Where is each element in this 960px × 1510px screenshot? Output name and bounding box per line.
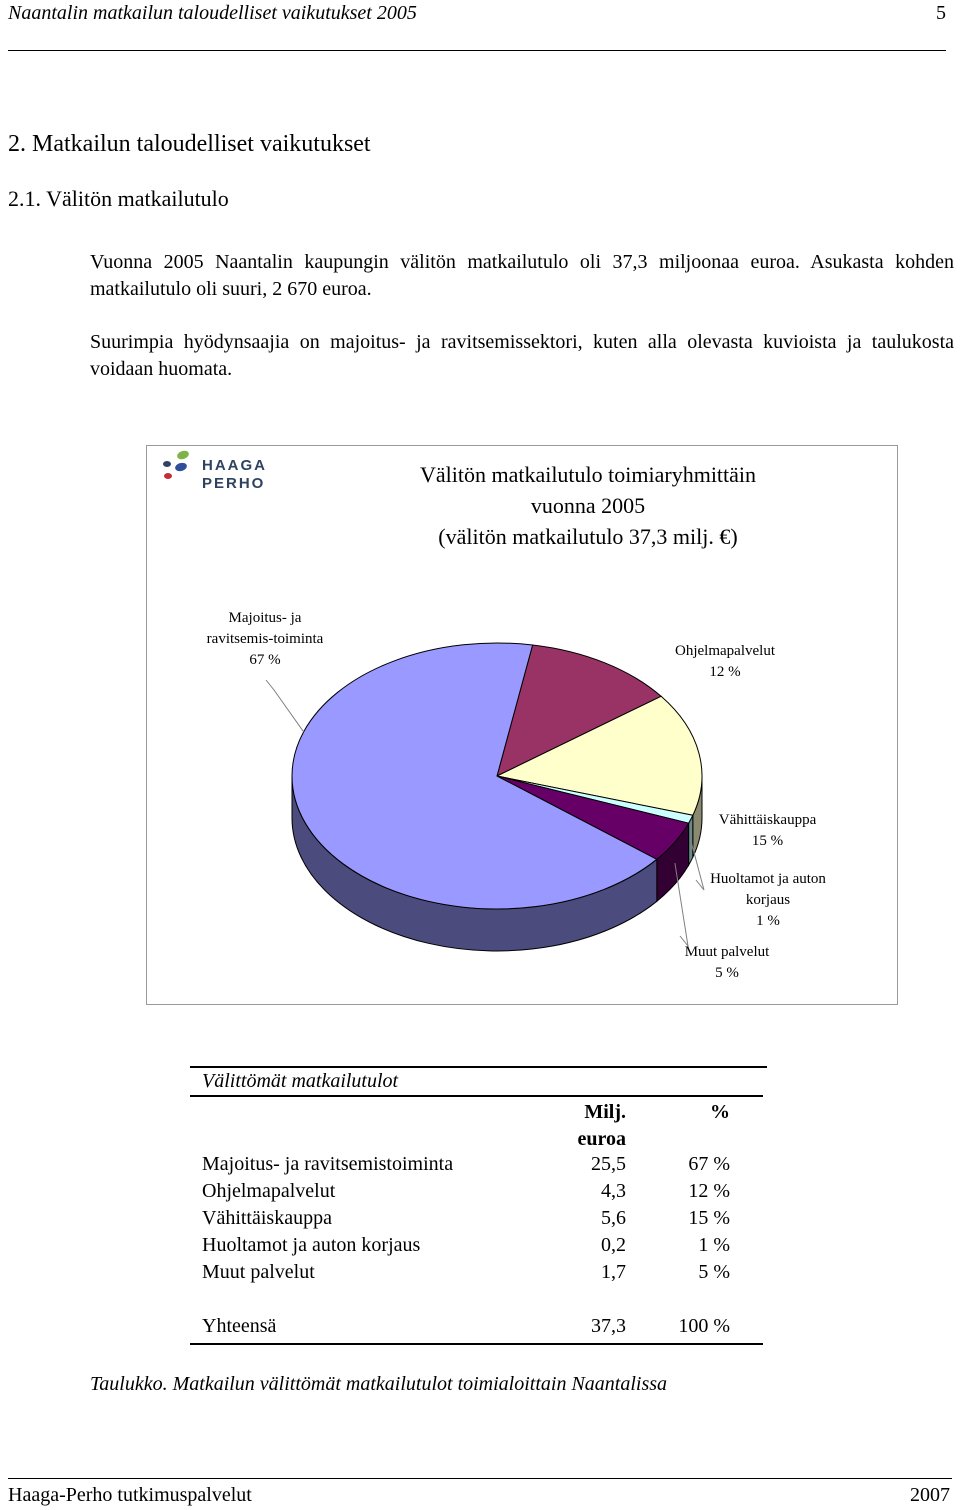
table-cell-value: 25,5: [591, 1153, 626, 1175]
table-header-percent: %: [710, 1101, 730, 1123]
table-cell-label: Muut palvelut: [202, 1261, 315, 1283]
table-cell-label: Ohjelmapalvelut: [202, 1180, 336, 1202]
table-cell-value: 1,7: [601, 1261, 626, 1283]
table-header-value-line: euroa: [577, 1128, 626, 1150]
slice-label-line: Ohjelmapalvelut: [675, 643, 775, 659]
table-total-label: Yhteensä: [202, 1315, 277, 1337]
table-cell-label: Majoitus- ja ravitsemistoiminta: [202, 1153, 454, 1175]
pie-slices: [292, 643, 702, 909]
table-header-value-line: Milj.: [584, 1101, 626, 1123]
slice-label-ohjelmapalvelut: [650, 641, 800, 683]
table-total-row: [202, 1315, 732, 1342]
table-row: [202, 1207, 732, 1234]
running-header-title: Naantalin matkailun taloudelliset vaikutukset 2005: [8, 2, 417, 24]
chart-title-line: Välitön matkailutulo toimiaryhmittäin: [419, 462, 757, 487]
table-cell-percent: 1 %: [698, 1234, 730, 1256]
slice-label-huoltamot: [688, 869, 848, 932]
slice-label-line: Muut palvelut: [684, 944, 770, 960]
slice-label-line: 15 %: [751, 833, 784, 849]
table-header-value: [548, 1099, 626, 1153]
chart-title-line: (välitön matkailutulo 37,3 milj. €): [438, 524, 738, 549]
chart-title-line: vuonna 2005: [530, 493, 646, 518]
table-cell-percent: 12 %: [688, 1180, 730, 1202]
table-title: Välittömät matkailutulot: [202, 1070, 399, 1092]
slice-label-line: 1 %: [756, 913, 780, 929]
slice-label-line: 5 %: [715, 965, 739, 981]
table-header-rule: [190, 1095, 763, 1097]
section-heading: 2. Matkailun taloudelliset vaikutukset: [8, 131, 371, 157]
paragraph-intro: Vuonna 2005 Naantalin kaupungin välitön matkailutulo oli 37,3 miljoonaa euroa. Asukasta kohden matkailutulo oli suuri, 2 670 euroa.: [90, 251, 954, 300]
subsection-heading: 2.1. Välitön matkailutulo: [8, 186, 229, 211]
table-row: [202, 1261, 732, 1288]
table-row: [202, 1180, 732, 1207]
slice-label-line: 12 %: [709, 664, 741, 680]
table-total-percent: 100 %: [678, 1315, 730, 1337]
table-cell-percent: 15 %: [688, 1207, 730, 1229]
table-cell-label: Huoltamot ja auton korjaus: [202, 1234, 421, 1256]
page-number: 5: [936, 2, 946, 24]
slice-label-majoitus: [180, 608, 350, 671]
paragraph-beneficiaries: Suurimpia hyödynsaajia on majoitus- ja ravitsemissektori, kuten alla olevasta kuvioista ja taulukosta voidaan huomata.: [90, 331, 954, 380]
table-total-value: 37,3: [591, 1315, 626, 1337]
footer-rule: [8, 1478, 952, 1479]
table-row: [202, 1234, 732, 1261]
table-caption: Taulukko. Matkailun välittömät matkailutulot toimialoittain Naantalissa: [90, 1373, 668, 1395]
slice-label-line: Vähittäiskauppa: [718, 812, 817, 828]
slice-label-line: Huoltamot ja auton: [710, 871, 826, 887]
slice-label-line: Majoitus- ja: [228, 610, 302, 626]
table-cell-value: 5,6: [601, 1207, 626, 1229]
table-row: [202, 1153, 732, 1180]
table-top-rule: [190, 1066, 767, 1068]
logo-text-perho: PERHO: [202, 475, 266, 492]
slice-label-muut-palvelut: [664, 942, 790, 984]
table-bottom-rule: [190, 1343, 763, 1345]
slice-label-line: korjaus: [745, 892, 791, 908]
footer-left: Haaga-Perho tutkimuspalvelut: [8, 1484, 252, 1506]
footer-year: 2007: [910, 1484, 950, 1506]
table-cell-value: 0,2: [601, 1234, 626, 1256]
table-cell-percent: 5 %: [698, 1261, 730, 1283]
slice-label-vahittaiskauppa: [695, 810, 840, 852]
table-cell-label: Vähittäiskauppa: [202, 1207, 332, 1229]
logo-text-haaga: HAAGA: [202, 457, 267, 474]
slice-label-line: 67 %: [249, 652, 281, 668]
slice-label-line: ravitsemis-toiminta: [206, 631, 324, 647]
table-cell-percent: 67 %: [688, 1153, 730, 1175]
table-cell-value: 4,3: [601, 1180, 626, 1202]
leader-line-majoitus: [266, 680, 304, 732]
